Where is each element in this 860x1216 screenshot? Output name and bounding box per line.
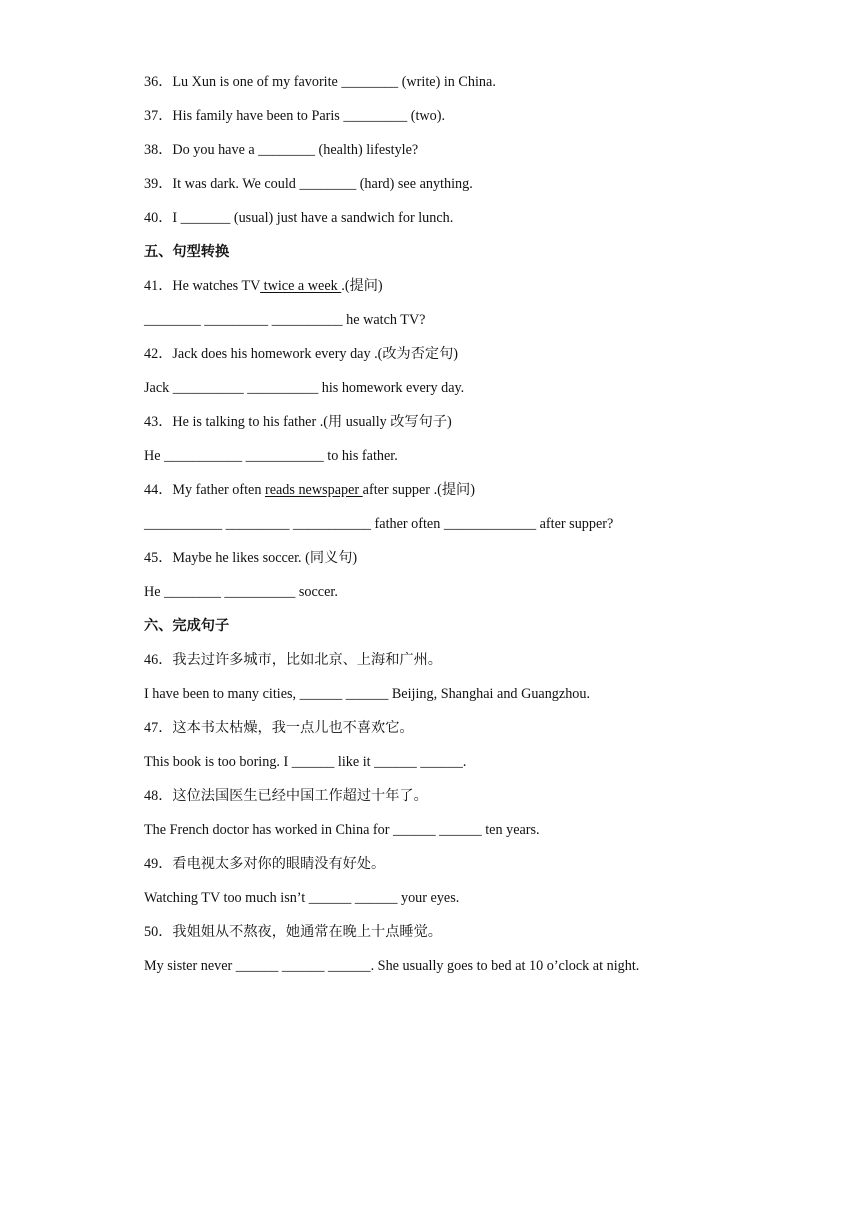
worksheet-line: He ________ __________ soccer. [144,584,338,600]
worksheet-page [144,72,744,990]
underlined-phrase: twice a week [260,278,342,294]
worksheet-line [144,276,744,310]
worksheet-line: 46．我去过许多城市，比如北京、上海和广州。 [144,652,442,668]
section-heading: 六、完成句子 [144,618,230,634]
worksheet-line: 36．Lu Xun is one of my favorite ________ (write) in China. [144,74,496,90]
worksheet-line: Jack __________ __________ his homework every day. [144,380,465,396]
underlined-phrase: reads newspaper [264,482,363,498]
line-text: 41．He watches TV [144,278,261,294]
worksheet-line: The French doctor has worked in China for ______ ______ ten years. [144,822,540,838]
worksheet-line [144,480,744,514]
worksheet-line: 48．这位法国医生已经中国工作超过十年了。 [144,788,428,804]
line-text: 44．My father often [144,482,265,498]
line-text: .(提问) [341,278,383,294]
worksheet-line: ___________ _________ ___________ father often _____________ after supper? [144,516,614,532]
worksheet-line: 39．It was dark. We could ________ (hard) see anything. [144,176,473,192]
worksheet-line: 45．Maybe he likes soccer. (同义句) [144,550,358,566]
line-text: after supper .(提问) [362,482,475,498]
worksheet-line: This book is too boring. I ______ like it ______ ______. [144,754,467,770]
worksheet-line: 38．Do you have a ________ (health) lifestyle? [144,142,419,158]
worksheet-line: 47．这本书太枯燥，我一点儿也不喜欢它。 [144,720,414,736]
worksheet-line: 37．His family have been to Paris _________ (two). [144,108,446,124]
worksheet-line: My sister never ______ ______ ______. She usually goes to bed at 10 o’clock at night. [144,958,640,974]
worksheet-line: 50．我姐姐从不熬夜，她通常在晚上十点睡觉。 [144,924,442,940]
section-heading: 五、句型转换 [144,244,230,260]
worksheet-line: Watching TV too much isn’t ______ ______ your eyes. [144,890,460,906]
worksheet-line: 40．I _______ (usual) just have a sandwich for lunch. [144,210,454,226]
worksheet-line: 43．He is talking to his father .(用 usually 改写句子) [144,414,452,430]
worksheet-line: He ___________ ___________ to his father. [144,448,398,464]
worksheet-line: 49．看电视太多对你的眼睛没有好处。 [144,856,386,872]
worksheet-line: ________ _________ __________ he watch TV? [144,312,426,328]
worksheet-line: 42．Jack does his homework every day .(改为否定句) [144,346,459,362]
worksheet-line: I have been to many cities, ______ ______ Beijing, Shanghai and Guangzhou. [144,686,591,702]
